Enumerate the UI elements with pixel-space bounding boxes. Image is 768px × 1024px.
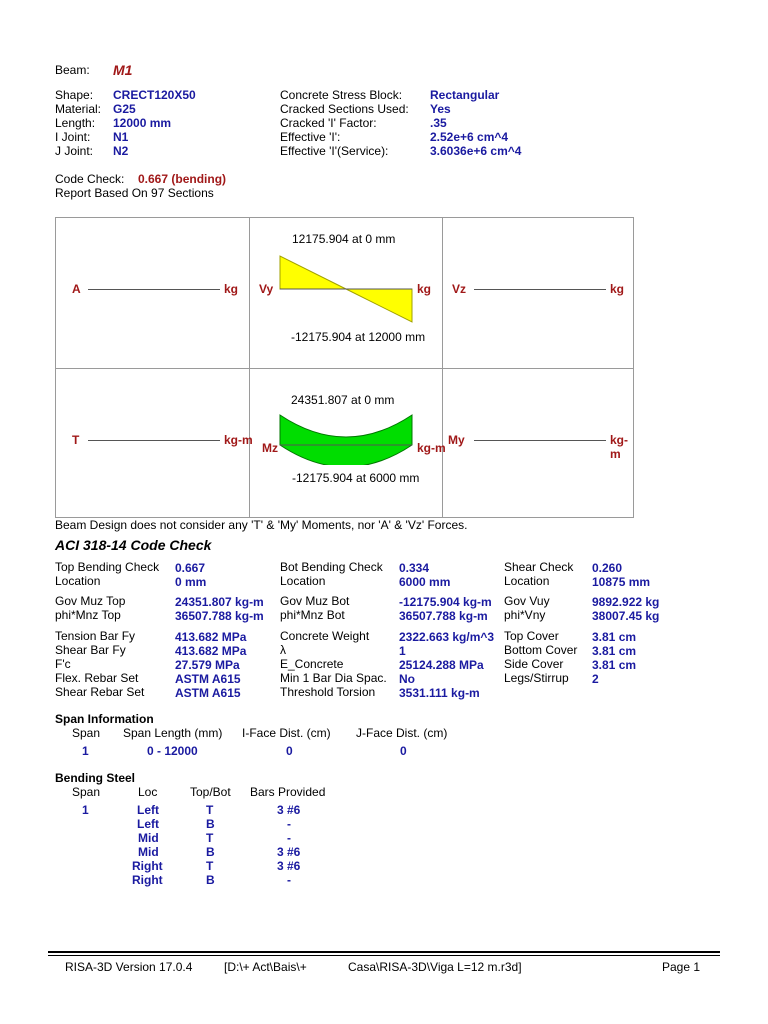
- bending-steel-bars: 3 #6: [277, 803, 301, 817]
- check-value: 36507.788 kg-m: [399, 609, 488, 623]
- bending-steel-topbot: B: [206, 873, 215, 887]
- axial-unit: kg: [224, 282, 239, 296]
- check-label: Threshold Torsion: [280, 685, 376, 699]
- shear-y-label: Vy: [259, 282, 274, 296]
- moment-z-unit: kg-m: [417, 441, 446, 455]
- prop-label: Effective 'I'(Service):: [280, 144, 389, 158]
- prop-value: N2: [113, 144, 129, 158]
- span-info-header: Span: [72, 726, 101, 740]
- prop-label: I Joint:: [55, 130, 91, 144]
- check-value: 24351.807 kg-m: [175, 595, 264, 609]
- prop-value: 2.52e+6 cm^4: [430, 130, 509, 144]
- span-info-cell: 0 - 12000: [147, 744, 198, 758]
- check-label: Tension Bar Fy: [55, 629, 136, 643]
- check-value: 10875 mm: [592, 575, 651, 589]
- force-diagram-grid: [55, 217, 634, 518]
- bending-steel-header: Bars Provided: [250, 785, 326, 799]
- moment-z-area: [280, 415, 412, 465]
- check-label: phi*Mnz Top: [55, 608, 121, 622]
- check-value: 2322.663 kg/m^3: [399, 630, 495, 644]
- shear-y-negative-area: [346, 289, 412, 322]
- bending-steel-title: Bending Steel: [55, 771, 136, 785]
- check-value: 0.260: [592, 561, 623, 575]
- footer-page: Page 1: [662, 960, 701, 974]
- beam-label: Beam:: [55, 63, 90, 77]
- report-sections: Report Based On 97 Sections: [55, 186, 214, 200]
- aci-section-title: ACI 318-14 Code Check: [55, 537, 212, 553]
- check-label: λ: [280, 643, 286, 657]
- check-label: Location: [504, 574, 550, 588]
- prop-value: 12000 mm: [113, 116, 172, 130]
- footer-rule: [48, 955, 720, 956]
- bending-steel-bars: 3 #6: [277, 845, 301, 859]
- prop-label: Cracked Sections Used:: [280, 102, 409, 116]
- span-info-header: Span Length (mm): [123, 726, 223, 740]
- prop-label: Material:: [55, 102, 102, 116]
- torsion-label: T: [72, 433, 80, 447]
- check-value: No: [399, 672, 415, 686]
- check-value: -12175.904 kg-m: [399, 595, 492, 609]
- check-label: F'c: [55, 657, 71, 671]
- check-label: Flex. Rebar Set: [55, 671, 139, 685]
- check-value: 413.682 MPa: [175, 630, 247, 644]
- axial-baseline: [88, 289, 220, 290]
- moment-z-min-text: -12175.904 at 6000 mm: [292, 471, 420, 485]
- bending-steel-loc: Mid: [138, 845, 159, 859]
- check-label: Top Bending Check: [55, 560, 160, 574]
- shear-y-max-text: 12175.904 at 0 mm: [292, 232, 396, 246]
- check-value: 0 mm: [175, 575, 207, 589]
- prop-label: Length:: [55, 116, 96, 130]
- check-label: Top Cover: [504, 629, 559, 643]
- moment-z-diagram: [278, 413, 414, 465]
- shear-z-label: Vz: [452, 282, 467, 296]
- check-value: 3.81 cm: [592, 658, 637, 672]
- check-label: Shear Rebar Set: [55, 685, 145, 699]
- check-value: 25124.288 MPa: [399, 658, 484, 672]
- check-label: Side Cover: [504, 657, 564, 671]
- bending-steel-loc: Left: [137, 803, 159, 817]
- check-label: Gov Muz Bot: [280, 594, 350, 608]
- check-label: Gov Muz Top: [55, 594, 126, 608]
- bending-steel-span: 1: [82, 803, 89, 817]
- bending-steel-topbot: B: [206, 845, 215, 859]
- check-value: 3.81 cm: [592, 630, 637, 644]
- bending-steel-bars: 3 #6: [277, 859, 301, 873]
- bending-steel-bars: -: [287, 817, 291, 831]
- check-label: phi*Vny: [504, 608, 546, 622]
- check-value: ASTM A615: [175, 672, 241, 686]
- span-info-header: J-Face Dist. (cm): [356, 726, 448, 740]
- check-value: 413.682 MPa: [175, 644, 247, 658]
- check-label: phi*Mnz Bot: [280, 608, 345, 622]
- moment-z-max-text: 24351.807 at 0 mm: [291, 393, 395, 407]
- check-label: Shear Check: [504, 560, 574, 574]
- footer-version: RISA-3D Version 17.0.4: [65, 960, 193, 974]
- bending-steel-header: Top/Bot: [190, 785, 231, 799]
- check-value: 0.334: [399, 561, 430, 575]
- prop-value: N1: [113, 130, 129, 144]
- prop-value: G25: [113, 102, 136, 116]
- check-label: Legs/Stirrup: [504, 671, 569, 685]
- check-value: 36507.788 kg-m: [175, 609, 264, 623]
- moment-y-label: My: [448, 433, 465, 447]
- bending-steel-loc: Left: [137, 817, 159, 831]
- prop-value: 3.6036e+6 cm^4: [430, 144, 522, 158]
- grid-divider: [56, 368, 633, 369]
- span-info-title: Span Information: [55, 712, 154, 726]
- check-label: Bot Bending Check: [280, 560, 383, 574]
- check-label: Min 1 Bar Dia Spac.: [280, 671, 387, 685]
- bending-steel-loc: Right: [132, 859, 163, 873]
- prop-label: Cracked 'I' Factor:: [280, 116, 377, 130]
- torsion-unit: kg-m: [224, 433, 253, 447]
- check-value: 3.81 cm: [592, 644, 637, 658]
- bending-steel-loc: Right: [132, 873, 163, 887]
- check-label: Gov Vuy: [504, 594, 550, 608]
- bending-steel-header: Loc: [138, 785, 158, 799]
- beam-name: M1: [113, 62, 133, 78]
- bending-steel-bars: -: [287, 873, 291, 887]
- footer-path-2: Casa\RISA-3D\Viga L=12 m.r3d]: [348, 960, 522, 974]
- shear-y-unit: kg: [417, 282, 432, 296]
- axial-label: A: [72, 282, 81, 296]
- footer-rule: [48, 951, 720, 953]
- check-label: E_Concrete: [280, 657, 344, 671]
- bending-steel-topbot: T: [206, 831, 214, 845]
- shear-y-diagram: [278, 254, 414, 324]
- footer-path-1: [D:\+ Act\Bais\+: [224, 960, 307, 974]
- moment-y-unit: kg-m: [610, 433, 628, 461]
- span-info-header: I-Face Dist. (cm): [242, 726, 331, 740]
- prop-value: Yes: [430, 102, 451, 116]
- code-check-label: Code Check:: [55, 172, 125, 186]
- shear-z-unit: kg: [610, 282, 625, 296]
- prop-label: J Joint:: [55, 144, 94, 158]
- check-value: ASTM A615: [175, 686, 241, 700]
- bending-steel-topbot: T: [206, 803, 214, 817]
- shear-y-positive-area: [280, 256, 346, 289]
- check-label: Location: [280, 574, 326, 588]
- code-check-value: 0.667 (bending): [138, 172, 227, 186]
- prop-value: Rectangular: [430, 88, 500, 102]
- prop-value: .35: [430, 116, 447, 130]
- check-label: Concrete Weight: [280, 629, 370, 643]
- shear-y-min-text: -12175.904 at 12000 mm: [291, 330, 426, 344]
- design-note: Beam Design does not consider any 'T' & 'My' Moments, nor 'A' & 'Vz' Forces.: [55, 518, 468, 532]
- moment-z-label: Mz: [262, 441, 278, 455]
- span-info-cell: 1: [82, 744, 89, 758]
- check-label: Shear Bar Fy: [55, 643, 126, 657]
- bending-steel-header: Span: [72, 785, 101, 799]
- prop-label: Shape:: [55, 88, 94, 102]
- check-value: 9892.922 kg: [592, 595, 660, 609]
- shear-z-baseline: [474, 289, 606, 290]
- prop-value: CRECT120X50: [113, 88, 196, 102]
- check-value: 0.667: [175, 561, 206, 575]
- span-info-cell: 0: [400, 744, 407, 758]
- torsion-baseline: [88, 440, 220, 441]
- check-value: 27.579 MPa: [175, 658, 240, 672]
- moment-y-baseline: [474, 440, 606, 441]
- check-value: 3531.111 kg-m: [399, 686, 480, 700]
- span-info-cell: 0: [286, 744, 293, 758]
- bending-steel-bars: -: [287, 831, 291, 845]
- check-value: 38007.45 kg: [592, 609, 660, 623]
- prop-label: Effective 'I':: [280, 130, 341, 144]
- check-value: 6000 mm: [399, 575, 451, 589]
- check-value: 2: [592, 672, 599, 686]
- check-value: 1: [399, 644, 406, 658]
- prop-label: Concrete Stress Block:: [280, 88, 403, 102]
- bending-steel-topbot: B: [206, 817, 215, 831]
- bending-steel-topbot: T: [206, 859, 214, 873]
- check-label: Bottom Cover: [504, 643, 578, 657]
- check-label: Location: [55, 574, 101, 588]
- bending-steel-loc: Mid: [138, 831, 159, 845]
